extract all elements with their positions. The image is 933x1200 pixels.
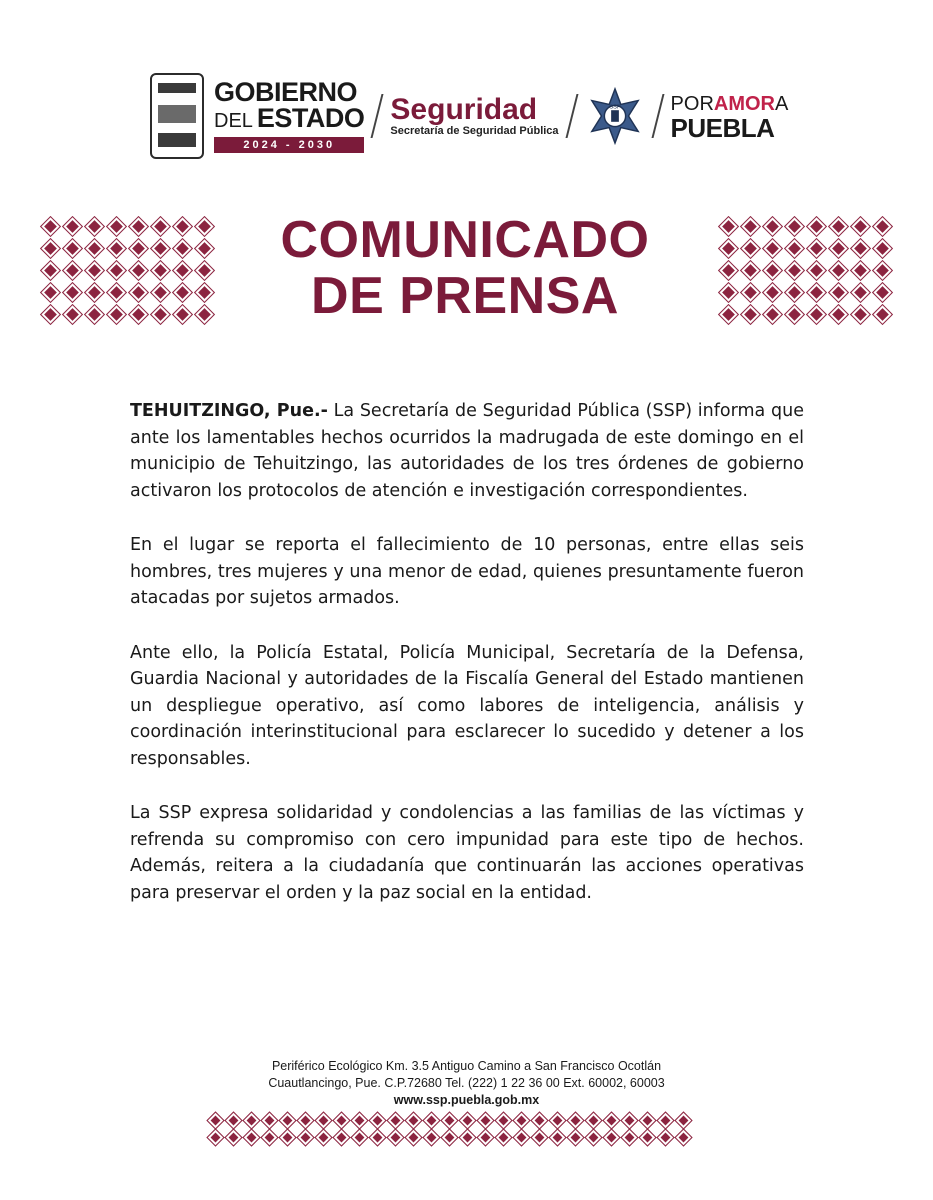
pattern-diamond xyxy=(829,261,847,279)
paragraph-3: Ante ello, la Policía Estatal, Policía Municipal, Secretaría de la Defensa, Guardia Nacional y autoridades de la Fiscalía General del Estado mantienen un despliegue operativo, así como labores de inteligencia, análisis y coordinación interinstitucional para esclarecer lo sucedido y detener a los responsables. xyxy=(130,642,804,769)
divider xyxy=(565,94,578,138)
pattern-diamond xyxy=(226,1113,242,1129)
pattern-diamond xyxy=(763,283,781,301)
pattern-diamond xyxy=(851,283,869,301)
pattern-diamond xyxy=(334,1113,350,1129)
pattern-diamond xyxy=(785,305,803,323)
pattern-diamond xyxy=(719,239,737,257)
pattern-diamond xyxy=(763,239,781,257)
pattern-diamond xyxy=(195,283,213,301)
pattern-diamond xyxy=(298,1130,314,1146)
pattern-diamond xyxy=(785,239,803,257)
pattern-diamond xyxy=(785,283,803,301)
seguridad-title: Seguridad xyxy=(390,93,538,126)
pattern-diamond xyxy=(741,283,759,301)
pattern-diamond xyxy=(173,283,191,301)
pattern-diamond xyxy=(622,1130,638,1146)
pattern-diamond xyxy=(151,283,169,301)
gobierno-line1: GOBIERNO xyxy=(214,77,358,107)
pattern-diamond xyxy=(568,1113,584,1129)
pattern-diamond xyxy=(151,305,169,323)
pattern-diamond xyxy=(195,217,213,235)
pattern-diamond xyxy=(352,1130,368,1146)
paragraph-1-text: La Secretaría de Seguridad Pública (SSP) informa que ante los lamentables hechos ocurridos la madrugada de este domingo en el municipio de Tehuitzingo, las autoridades de los tres órdenes de gobierno activaron los protocolos de atención e investigación correspondientes. xyxy=(130,401,804,501)
pattern-diamond xyxy=(63,261,81,279)
pattern-diamond xyxy=(195,305,213,323)
footer-website-link[interactable]: www.ssp.puebla.gob.mx xyxy=(393,1093,540,1107)
gobierno-del: DEL xyxy=(214,110,253,132)
pattern-diamond xyxy=(129,261,147,279)
pattern-diamond xyxy=(604,1113,620,1129)
pattern-diamond xyxy=(829,283,847,301)
pattern-diamond xyxy=(676,1130,692,1146)
paragraph-4: La SSP expresa solidaridad y condolencias a las familias de las víctimas y refrenda su compromiso con cero impunidad para este tipo de hechos. Además, reitera a la ciudadanía que continuarán las acciones operativas para preservar el orden y la paz social en la entidad. xyxy=(130,803,804,903)
press-release-body xyxy=(130,398,804,934)
pattern-diamond xyxy=(173,261,191,279)
por-amor-a-puebla-logo xyxy=(670,92,789,143)
pattern-diamond xyxy=(262,1130,278,1146)
pattern-diamond xyxy=(807,283,825,301)
pattern-diamond xyxy=(208,1130,224,1146)
puebla-word: PUEBLA xyxy=(670,113,775,143)
pattern-diamond xyxy=(442,1113,458,1129)
pattern-diamond xyxy=(424,1130,440,1146)
pattern-diamond xyxy=(604,1130,620,1146)
decorative-pattern-left xyxy=(44,220,216,326)
pattern-diamond xyxy=(244,1113,260,1129)
pattern-diamond xyxy=(658,1113,674,1129)
pattern-diamond xyxy=(550,1130,566,1146)
pattern-diamond xyxy=(741,217,759,235)
footer-address-2: Cuautlancingo, Pue. C.P.72680 Tel. (222) 1 22 36 00 Ext. 60002, 60003 xyxy=(268,1076,665,1090)
pattern-diamond xyxy=(460,1113,476,1129)
pattern-diamond xyxy=(370,1113,386,1129)
pattern-diamond xyxy=(460,1130,476,1146)
pattern-diamond xyxy=(334,1130,350,1146)
pattern-diamond xyxy=(85,261,103,279)
pattern-diamond xyxy=(640,1113,656,1129)
pattern-diamond xyxy=(280,1113,296,1129)
pattern-diamond xyxy=(807,239,825,257)
pattern-diamond xyxy=(41,239,59,257)
pattern-diamond xyxy=(807,217,825,235)
pattern-diamond xyxy=(550,1113,566,1129)
pattern-diamond xyxy=(586,1113,602,1129)
pattern-diamond xyxy=(85,239,103,257)
gobierno-years: 2024 - 2030 xyxy=(214,137,364,153)
pattern-diamond xyxy=(741,239,759,257)
pattern-diamond xyxy=(658,1130,674,1146)
gobierno-estado: ESTADO xyxy=(256,103,365,133)
pattern-diamond xyxy=(829,239,847,257)
pattern-diamond xyxy=(208,1113,224,1129)
pattern-diamond xyxy=(41,305,59,323)
pattern-diamond xyxy=(676,1113,692,1129)
pattern-diamond xyxy=(129,217,147,235)
pattern-diamond xyxy=(424,1113,440,1129)
gobierno-logo xyxy=(214,79,364,153)
pattern-diamond xyxy=(151,261,169,279)
pattern-diamond xyxy=(873,261,891,279)
pattern-diamond xyxy=(741,305,759,323)
pattern-diamond xyxy=(41,283,59,301)
pattern-diamond xyxy=(829,217,847,235)
pattern-diamond xyxy=(763,305,781,323)
pattern-diamond xyxy=(316,1130,332,1146)
pattern-diamond xyxy=(478,1130,494,1146)
pattern-diamond xyxy=(262,1113,278,1129)
pattern-diamond xyxy=(640,1130,656,1146)
pattern-diamond xyxy=(85,217,103,235)
footer xyxy=(180,1058,753,1109)
footer-address-1: Periférico Ecológico Km. 3.5 Antiguo Camino a San Francisco Ocotlán xyxy=(271,1059,662,1073)
pattern-diamond xyxy=(316,1113,332,1129)
pattern-diamond xyxy=(370,1130,386,1146)
pattern-diamond xyxy=(41,261,59,279)
pattern-diamond xyxy=(873,283,891,301)
pattern-diamond xyxy=(514,1113,530,1129)
svg-text:SSP: SSP xyxy=(608,104,621,111)
decorative-pattern-bottom xyxy=(210,1115,694,1146)
header-logos xyxy=(150,70,790,162)
pattern-diamond xyxy=(107,283,125,301)
pattern-diamond xyxy=(129,305,147,323)
coat-of-arms-icon xyxy=(150,73,204,159)
pattern-diamond xyxy=(298,1113,314,1129)
pattern-diamond xyxy=(719,305,737,323)
title-line2: DE PRENSA xyxy=(311,267,619,325)
pattern-diamond xyxy=(63,305,81,323)
pattern-diamond xyxy=(514,1130,530,1146)
pattern-diamond xyxy=(173,305,191,323)
pattern-diamond xyxy=(851,239,869,257)
pattern-diamond xyxy=(107,217,125,235)
pattern-diamond xyxy=(496,1113,512,1129)
police-star-icon xyxy=(585,86,645,146)
pattern-diamond xyxy=(195,239,213,257)
pattern-diamond xyxy=(280,1130,296,1146)
page-title xyxy=(225,212,705,324)
pattern-diamond xyxy=(63,239,81,257)
paragraph-2: En el lugar se reporta el fallecimiento de 10 personas, entre ellas seis hombres, tres mujeres y una menor de edad, quienes presuntamente fueron atacadas por sujetos armados. xyxy=(130,535,804,608)
pattern-diamond xyxy=(622,1113,638,1129)
divider xyxy=(651,94,664,138)
pattern-diamond xyxy=(807,305,825,323)
pattern-diamond xyxy=(829,305,847,323)
pattern-diamond xyxy=(195,261,213,279)
pattern-diamond xyxy=(478,1113,494,1129)
pattern-diamond xyxy=(151,217,169,235)
pattern-diamond xyxy=(851,305,869,323)
pattern-diamond xyxy=(807,261,825,279)
pattern-diamond xyxy=(496,1130,512,1146)
por-amor-line: PORAMORA xyxy=(670,93,789,115)
pattern-diamond xyxy=(173,217,191,235)
pattern-diamond xyxy=(85,283,103,301)
pattern-diamond xyxy=(873,217,891,235)
pattern-diamond xyxy=(532,1113,548,1129)
dateline: TEHUITZINGO, Pue.- xyxy=(130,401,328,421)
pattern-diamond xyxy=(763,261,781,279)
pattern-diamond xyxy=(244,1130,260,1146)
pattern-diamond xyxy=(129,239,147,257)
paragraph-1 xyxy=(130,398,804,504)
pattern-diamond xyxy=(107,261,125,279)
pattern-diamond xyxy=(719,261,737,279)
seguridad-logo xyxy=(390,95,558,137)
pattern-diamond xyxy=(129,283,147,301)
decorative-pattern-right xyxy=(722,220,894,326)
pattern-diamond xyxy=(388,1113,404,1129)
pattern-diamond xyxy=(785,217,803,235)
pattern-diamond xyxy=(173,239,191,257)
pattern-diamond xyxy=(107,305,125,323)
pattern-diamond xyxy=(763,217,781,235)
pattern-diamond xyxy=(851,261,869,279)
pattern-diamond xyxy=(586,1130,602,1146)
pattern-diamond xyxy=(352,1113,368,1129)
title-line1: COMUNICADO xyxy=(280,211,650,269)
pattern-diamond xyxy=(226,1130,242,1146)
pattern-diamond xyxy=(873,239,891,257)
pattern-diamond xyxy=(719,283,737,301)
pattern-diamond xyxy=(107,239,125,257)
pattern-diamond xyxy=(568,1130,584,1146)
pattern-diamond xyxy=(388,1130,404,1146)
pattern-diamond xyxy=(63,217,81,235)
pattern-diamond xyxy=(151,239,169,257)
pattern-diamond xyxy=(873,305,891,323)
divider xyxy=(371,94,384,138)
seguridad-subtitle: Secretaría de Seguridad Pública xyxy=(390,125,559,137)
pattern-diamond xyxy=(406,1130,422,1146)
pattern-diamond xyxy=(532,1130,548,1146)
pattern-diamond xyxy=(719,217,737,235)
pattern-diamond xyxy=(785,261,803,279)
pattern-diamond xyxy=(406,1113,422,1129)
pattern-diamond xyxy=(41,217,59,235)
pattern-diamond xyxy=(63,283,81,301)
pattern-diamond xyxy=(851,217,869,235)
pattern-diamond xyxy=(741,261,759,279)
gobierno-line2 xyxy=(214,105,364,134)
pattern-diamond xyxy=(85,305,103,323)
pattern-diamond xyxy=(442,1130,458,1146)
